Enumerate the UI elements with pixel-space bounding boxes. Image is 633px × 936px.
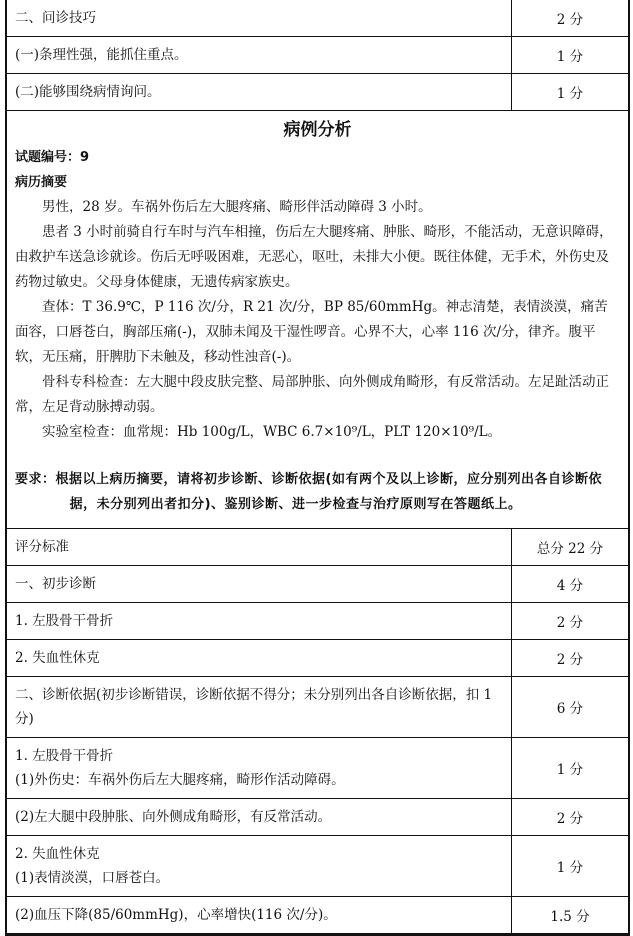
item-text: (2)血压下降(85/60mmHg)，心率增快(116 次/分)。 xyxy=(7,897,512,933)
score: 1 分 xyxy=(556,86,584,102)
table-row xyxy=(7,640,628,677)
item-text: 评分标准 xyxy=(7,529,512,565)
score: 2 分 xyxy=(556,615,584,631)
score: 1 分 xyxy=(556,860,584,876)
table-row xyxy=(7,74,628,111)
scoring-table xyxy=(5,0,630,936)
case-title: 病例分析 xyxy=(283,120,352,140)
case-paragraph: 查体：T 36.9℃，P 116 次/分，R 21 次/分，BP 85/60mmHg。神志清楚，表情淡漠，痛苦面容，口唇苍白，胸部压痛(-)，双肺未闻及干湿性啰音。心界不大，心率 116 次/分，律齐。腹平软，无压痛，肝脾肋下未触及，移动性浊音(-)。 xyxy=(15,299,608,365)
question-number: 试题编号：9 xyxy=(15,150,90,165)
case-paragraph: 实验室检查：血常规：Hb 100g/L，WBC 6.7×10⁹/L，PLT 120×10⁹/L。 xyxy=(42,424,502,440)
score: 总分 22 分 xyxy=(536,541,604,557)
item-text: (二)能够围绕病情询问。 xyxy=(7,74,512,110)
item-text: 一、初步诊断 xyxy=(7,566,512,602)
score: 1.5 分 xyxy=(550,909,590,925)
case-paragraph: 男性，28 岁。车祸外伤后左大腿疼痛、畸形伴活动障碍 3 小时。 xyxy=(42,199,432,215)
table-row xyxy=(7,37,628,74)
case-section xyxy=(7,111,628,529)
table-row xyxy=(7,566,628,603)
item-text: 二、诊断依据(初步诊断错误，诊断依据不得分；未分别列出各自诊断依据，扣 1 分) xyxy=(7,677,512,737)
table-row xyxy=(7,897,628,934)
case-paragraph: 患者 3 小时前骑自行车时与汽车相撞，伤后左大腿疼痛、肿胀、畸形，不能活动，无意识障碍，由救护车送急诊就诊。伤后无呼吸困难，无恶心，呕吐，未排大小便。既往体健，无手术，外伤史及药物过敏史。父母身体健康，无遗传病家族史。 xyxy=(15,224,613,290)
score: 2 分 xyxy=(556,652,584,668)
score: 2 分 xyxy=(556,811,584,827)
score: 6 分 xyxy=(556,701,584,717)
item-text: (1)表情淡漠，口唇苍白。 xyxy=(15,870,170,886)
table-row xyxy=(7,677,628,738)
table-row xyxy=(7,738,628,799)
table-row xyxy=(7,836,628,897)
item-text: 1. 左股骨干骨折 xyxy=(7,603,512,639)
summary-heading: 病历摘要 xyxy=(15,175,68,190)
item-text: (2)左大腿中段肿胀、向外侧成角畸形，有反常活动。 xyxy=(7,799,512,835)
score: 2 分 xyxy=(556,12,584,28)
item-text: 二、问诊技巧 xyxy=(7,0,512,36)
item-text: 2. 失血性休克 xyxy=(15,846,100,862)
item-text: (1)外伤史：车祸外伤后左大腿疼痛，畸形作活动障碍。 xyxy=(15,772,345,788)
case-paragraph: 骨科专科检查：左大腿中段皮肤完整、局部肿胀、向外侧成角畸形，有反常活动。左足趾活动正常，左足背动脉搏动弱。 xyxy=(15,374,609,415)
table-row xyxy=(7,603,628,640)
table-row xyxy=(7,0,628,37)
score: 1 分 xyxy=(556,49,584,65)
table-row xyxy=(7,529,628,566)
score: 4 分 xyxy=(556,578,584,594)
requirement: 要求：根据以上病历摘要，请将初步诊断、诊断依据(如有两个及以上诊断，应分别列出各自诊断依据，未分别列出者扣分)、鉴别诊断、进一步检查与治疗原则写在答题纸上。 xyxy=(15,472,602,512)
item-text: (一)条理性强，能抓住重点。 xyxy=(7,37,512,73)
item-text: 2. 失血性休克 xyxy=(7,640,512,676)
table-row xyxy=(7,799,628,836)
score: 1 分 xyxy=(556,762,584,778)
item-text: 1. 左股骨干骨折 xyxy=(15,748,114,764)
